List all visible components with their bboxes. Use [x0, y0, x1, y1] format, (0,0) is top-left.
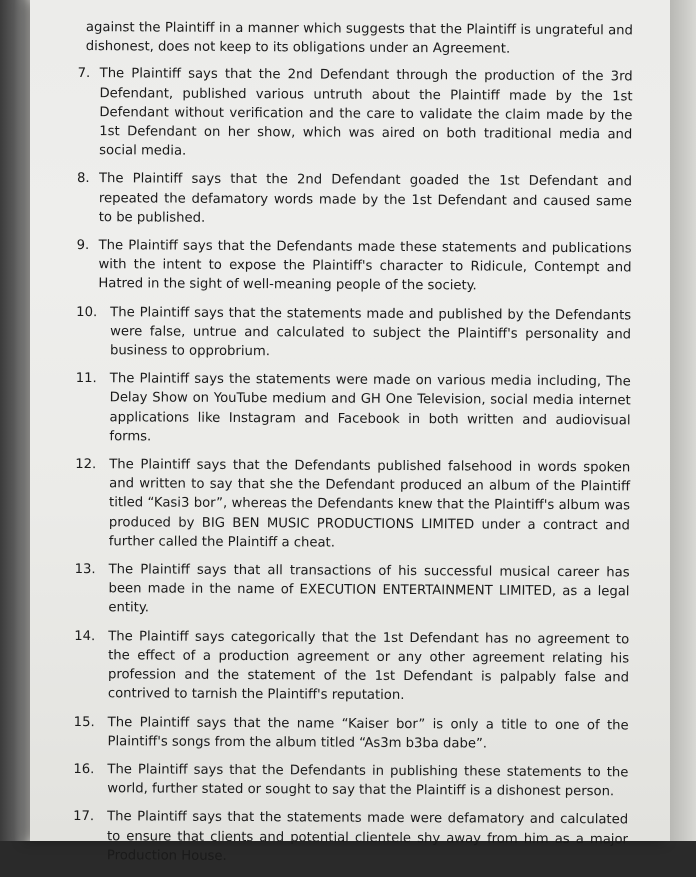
paragraph-number: 7. — [77, 66, 91, 82]
paragraph-9 — [76, 236, 631, 297]
paragraph-number: 10. — [76, 304, 98, 320]
paragraph-number: 14. — [74, 628, 96, 644]
paragraph-text: The Plaintiff says that the name “Kaiser bor” is only a title to one of the Plaintiff's songs from the album titled “As3m b3ba dabe”. — [107, 714, 629, 752]
paragraph-text: The Plaintiff says that the Defendants in publishing these statements to the world, further stated or sought to say that the Plaintiff is a dishonest person. — [107, 762, 629, 800]
paragraph-16 — [73, 760, 628, 802]
paragraph-10 — [76, 303, 631, 364]
paragraph-number: 16. — [73, 761, 95, 778]
paragraph-13 — [74, 560, 629, 621]
paper-page — [30, 0, 670, 864]
paragraph-number: 13. — [74, 562, 96, 578]
paragraph-number: 17. — [73, 809, 95, 825]
paragraph-7 — [77, 64, 633, 163]
page-edge — [670, 0, 696, 841]
paragraph-15 — [74, 712, 629, 754]
paragraph-11 — [75, 369, 630, 449]
paragraph-17 — [73, 807, 628, 868]
paragraph-text: The Plaintiff says that the Defendants published falsehood in words spoken and written to say that she the Defendant produced an album of the Plaintiff titled “Kasi3 bor”, whereas the Defendants knew that the Plaintiff's album was produced by BIG BEN MUSIC PRODUCTIONS LIMITED under a contract and further called the Plaintiff a cheat. — [108, 457, 631, 551]
paragraph-text: The Plaintiff says categorically that the 1st Defendant has no agreement to the effect of a production agreement or any other agreement relating his profession and the statement of the 1st Defendant is palpably false and contrived to tarnish the Plaintiff's reputation. — [107, 628, 630, 704]
continued-paragraph: against the Plaintiff in a manner which suggests that the Plaintiff is ungrateful and dishonest, does not keep to its obligations under an Agreement. — [85, 20, 633, 57]
paragraph-text: The Plaintiff says that the 2nd Defendant goaded the 1st Defendant and repeated the defamatory words made by the 1st Defendant and caused same to be published. — [98, 171, 633, 226]
document-body — [73, 18, 633, 877]
paragraph-text: The Plaintiff says that the Defendants made these statements and publications with the intent to expose the Plaintiff's character to Ridicule, Contempt and Hatred in the sight of well-meaning people of the society. — [98, 238, 632, 294]
paragraph-text: The Plaintiff says that the statements made were defamatory and calculated to ensure that clients and potential clientele shy away from him as a major Production House. — [106, 809, 629, 864]
paragraph-number: 11. — [75, 371, 97, 387]
paragraph-text: The Plaintiff says the statements were made on various media including, The Delay Show on YouTube medium and GH One Television, social media internet applications like Instagram and Facebook in both written and audiovisual forms. — [109, 371, 631, 445]
paragraph-14 — [74, 627, 629, 707]
paragraph-12 — [75, 455, 631, 554]
paragraph-text: The Plaintiff says that the 2nd Defendant through the production of the 3rd Defendant, published various untruth about the Plaintiff made by the 1st Defendant without verification and the care to validate the claim made by the 1st Defendant on her show, which was aired on both traditional media and social media. — [99, 66, 633, 159]
paragraph-text: The Plaintiff says that the statements made and published by the Defendants were false, untrue and calculated to subject the Plaintiff's personality and business to opprobrium. — [109, 304, 632, 360]
paragraph-8 — [77, 169, 632, 230]
paragraph-text: The Plaintiff says that all transactions of his successful musical career has been made in the name of EXECUTION ENTERTAINMENT LIMITED, as a legal entity. — [108, 562, 630, 616]
paragraph-number: 12. — [75, 457, 97, 473]
paragraph-number: 8. — [76, 171, 90, 187]
paragraph-number: 15. — [73, 714, 95, 730]
paragraph-number: 9. — [76, 238, 90, 254]
